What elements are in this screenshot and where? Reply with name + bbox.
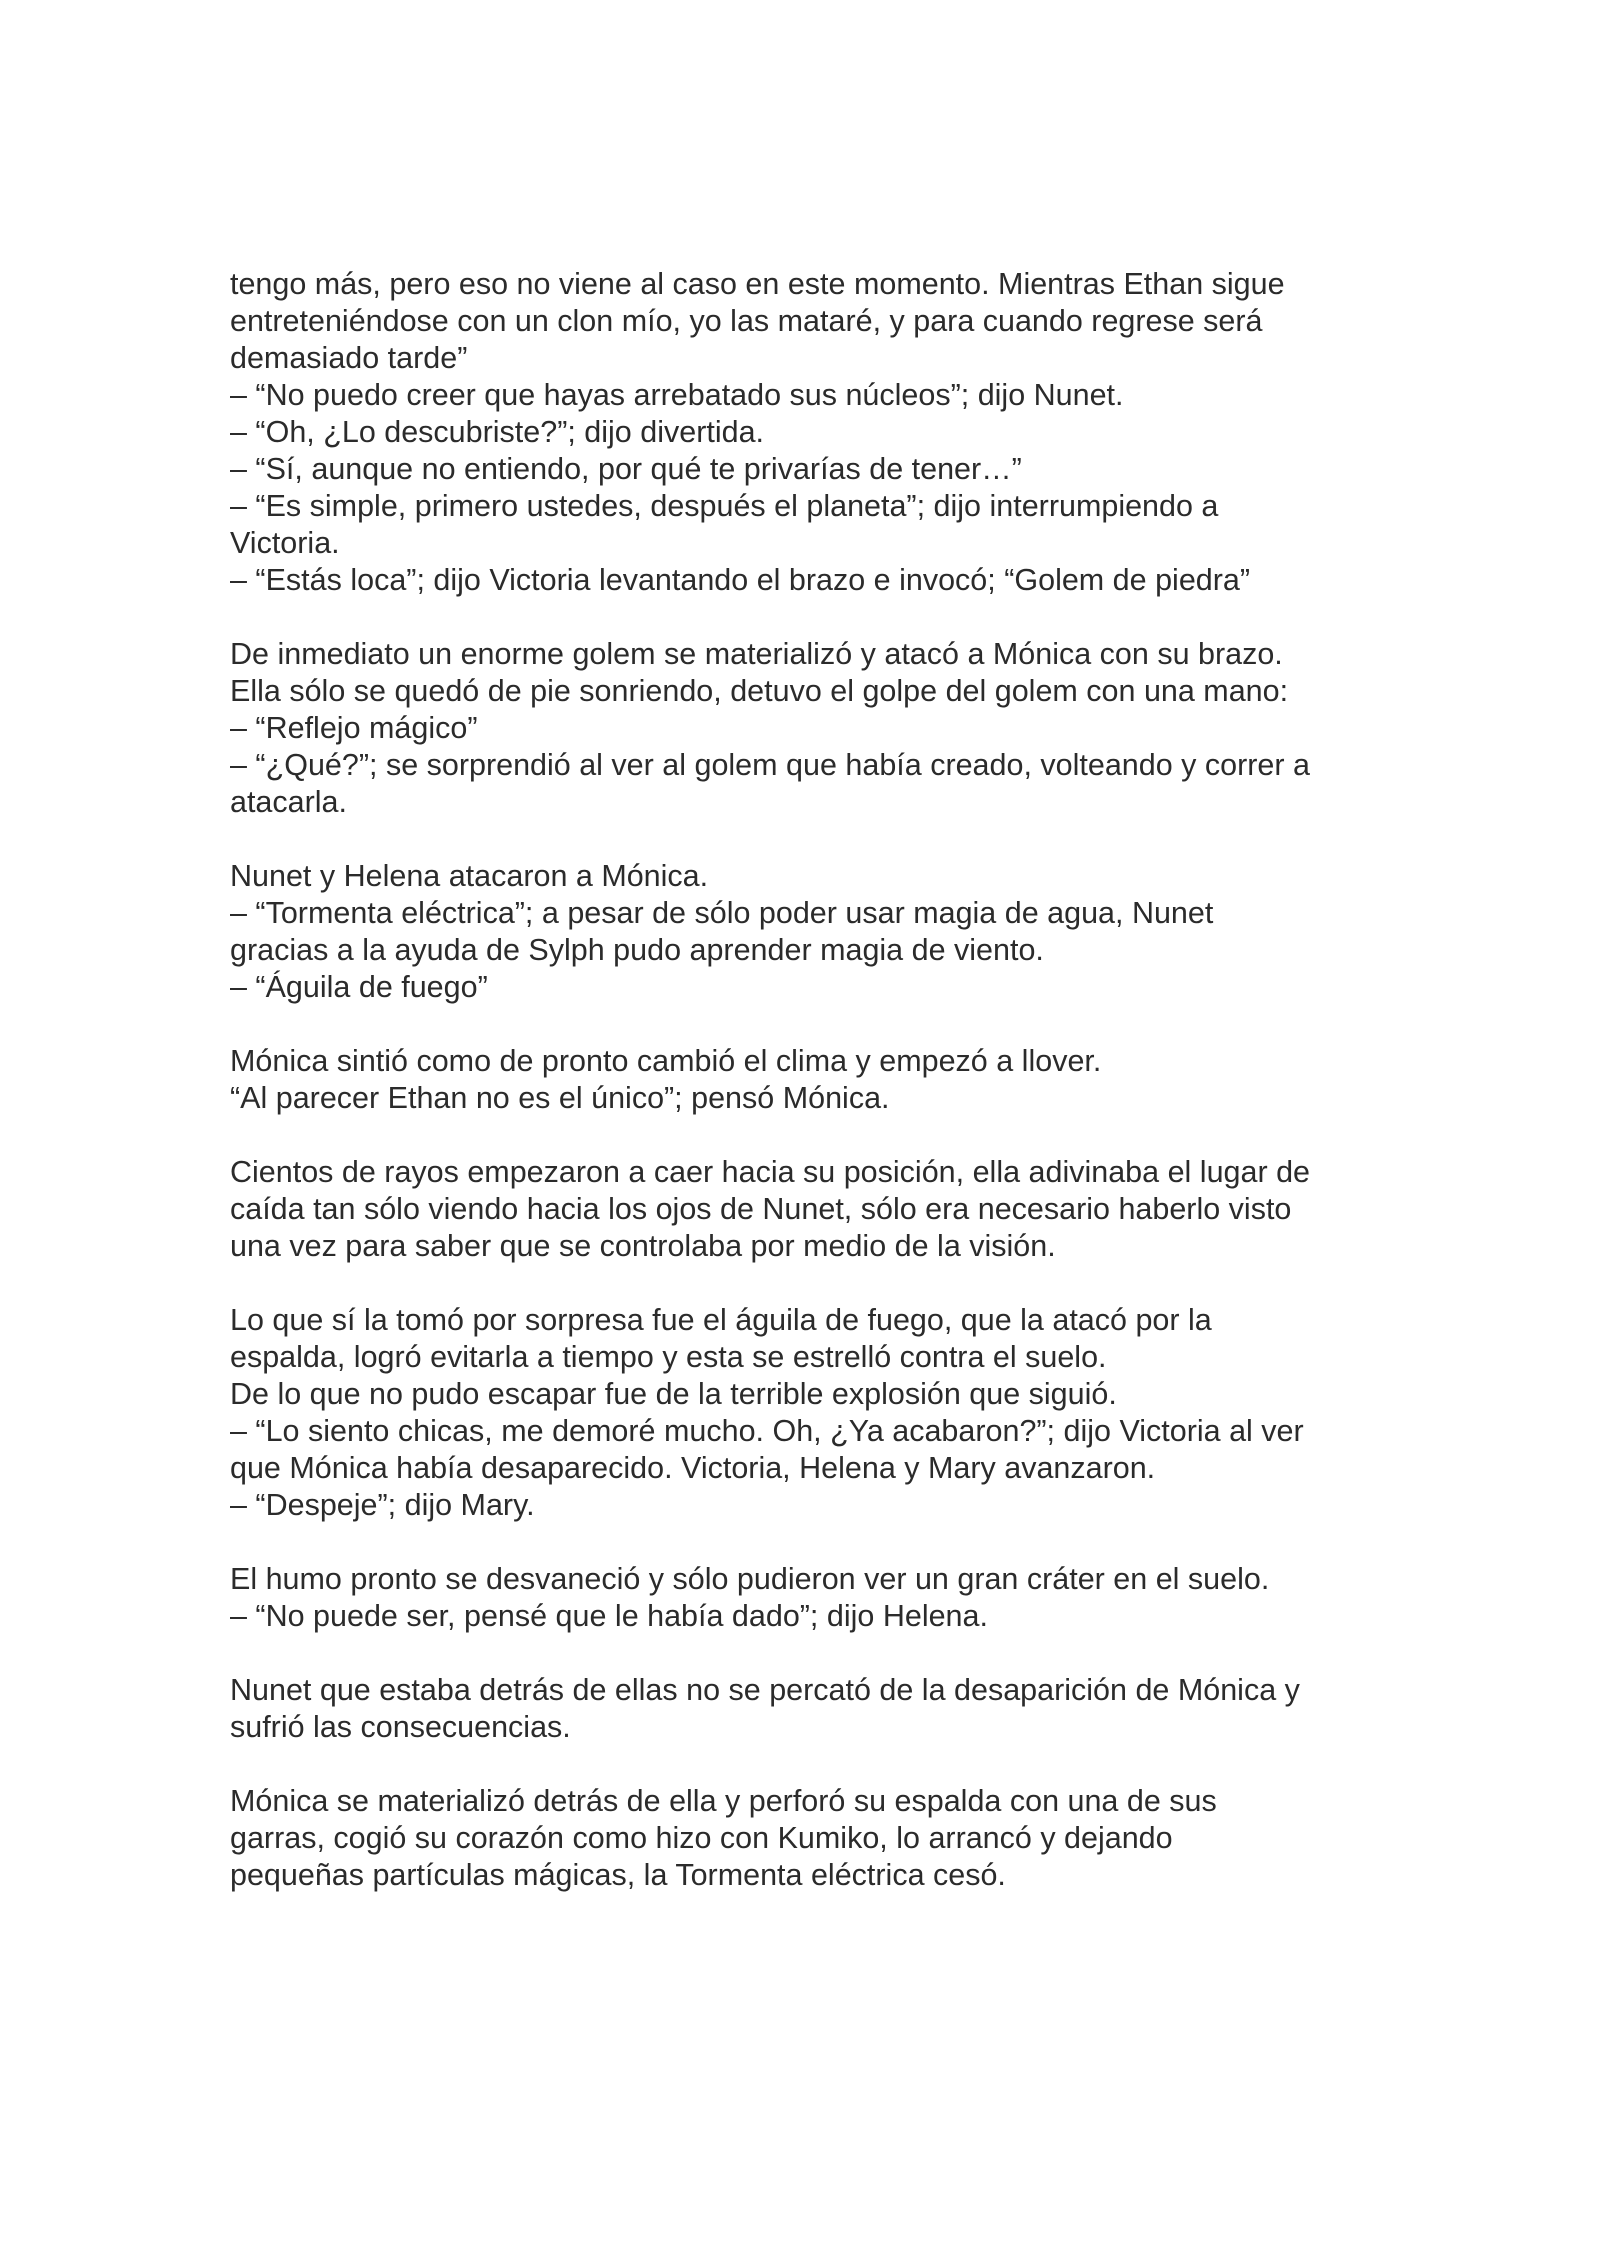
text-line: pequeñas partículas mágicas, la Tormenta eléctrica cesó.: [230, 1858, 1006, 1892]
text-line: – “Es simple, primero ustedes, después el planeta”; dijo interrumpiendo a: [230, 489, 1219, 523]
text-line: gracias a la ayuda de Sylph pudo aprender magia de viento.: [230, 933, 1044, 967]
paragraph: [230, 858, 1390, 1006]
text-line: sufrió las consecuencias.: [230, 1710, 571, 1744]
text-line: De lo que no pudo escapar fue de la terrible explosión que siguió.: [230, 1377, 1117, 1411]
text-line: El humo pronto se desvaneció y sólo pudieron ver un gran cráter en el suelo.: [230, 1562, 1270, 1596]
text-line: De inmediato un enorme golem se materializó y atacó a Mónica con su brazo.: [230, 637, 1283, 671]
text-line: – “Estás loca”; dijo Victoria levantando el brazo e invocó; “Golem de piedra”: [230, 563, 1251, 597]
paragraph: [230, 1154, 1390, 1265]
text-line: – “Sí, aunque no entiendo, por qué te privarías de tener…”: [230, 452, 1022, 486]
text-line: espalda, logró evitarla a tiempo y esta se estrelló contra el suelo.: [230, 1340, 1107, 1374]
text-line: – “Oh, ¿Lo descubriste?”; dijo divertida.: [230, 415, 765, 449]
paragraph: [230, 1302, 1390, 1524]
text-line: tengo más, pero eso no viene al caso en este momento. Mientras Ethan sigue: [230, 267, 1285, 301]
paragraph: [230, 1783, 1390, 1894]
text-line: – “No puede ser, pensé que le había dado”; dijo Helena.: [230, 1599, 988, 1633]
text-line: atacarla.: [230, 785, 347, 819]
text-line: – “¿Qué?”; se sorprendió al ver al golem que había creado, volteando y correr a: [230, 748, 1310, 782]
text-line: – “Águila de fuego”: [230, 970, 488, 1004]
text-line: Ella sólo se quedó de pie sonriendo, detuvo el golpe del golem con una mano:: [230, 674, 1289, 708]
text-line: – “No puedo creer que hayas arrebatado sus núcleos”; dijo Nunet.: [230, 378, 1124, 412]
text-line: caída tan sólo viendo hacia los ojos de Nunet, sólo era necesario haberlo visto: [230, 1192, 1292, 1226]
paragraph: [230, 266, 1390, 599]
text-line: garras, cogió su corazón como hizo con Kumiko, lo arrancó y dejando: [230, 1821, 1173, 1855]
text-line: entreteniéndose con un clon mío, yo las mataré, y para cuando regrese será: [230, 304, 1263, 338]
text-line: Cientos de rayos empezaron a caer hacia su posición, ella adivinaba el lugar de: [230, 1155, 1311, 1189]
text-line: – “Despeje”; dijo Mary.: [230, 1488, 535, 1522]
text-line: “Al parecer Ethan no es el único”; pensó Mónica.: [230, 1081, 890, 1115]
text-line: – “Reflejo mágico”: [230, 711, 478, 745]
text-line: Mónica se materializó detrás de ella y perforó su espalda con una de sus: [230, 1784, 1217, 1818]
paragraph: [230, 636, 1390, 821]
text-line: Lo que sí la tomó por sorpresa fue el águila de fuego, que la atacó por la: [230, 1303, 1212, 1337]
text-line: que Mónica había desaparecido. Victoria, Helena y Mary avanzaron.: [230, 1451, 1156, 1485]
text-line: Nunet que estaba detrás de ellas no se percató de la desaparición de Mónica y: [230, 1673, 1300, 1707]
text-line: demasiado tarde”: [230, 341, 468, 375]
body-text: [230, 266, 1390, 1931]
text-line: Victoria.: [230, 526, 340, 560]
text-line: Nunet y Helena atacaron a Mónica.: [230, 859, 709, 893]
paragraph: [230, 1043, 1390, 1117]
paragraph: [230, 1561, 1390, 1635]
text-line: – “Lo siento chicas, me demoré mucho. Oh, ¿Ya acabaron?”; dijo Victoria al ver: [230, 1414, 1304, 1448]
paragraph: [230, 1672, 1390, 1746]
text-line: – “Tormenta eléctrica”; a pesar de sólo poder usar magia de agua, Nunet: [230, 896, 1214, 930]
text-line: una vez para saber que se controlaba por medio de la visión.: [230, 1229, 1056, 1263]
text-line: Mónica sintió como de pronto cambió el clima y empezó a llover.: [230, 1044, 1102, 1078]
